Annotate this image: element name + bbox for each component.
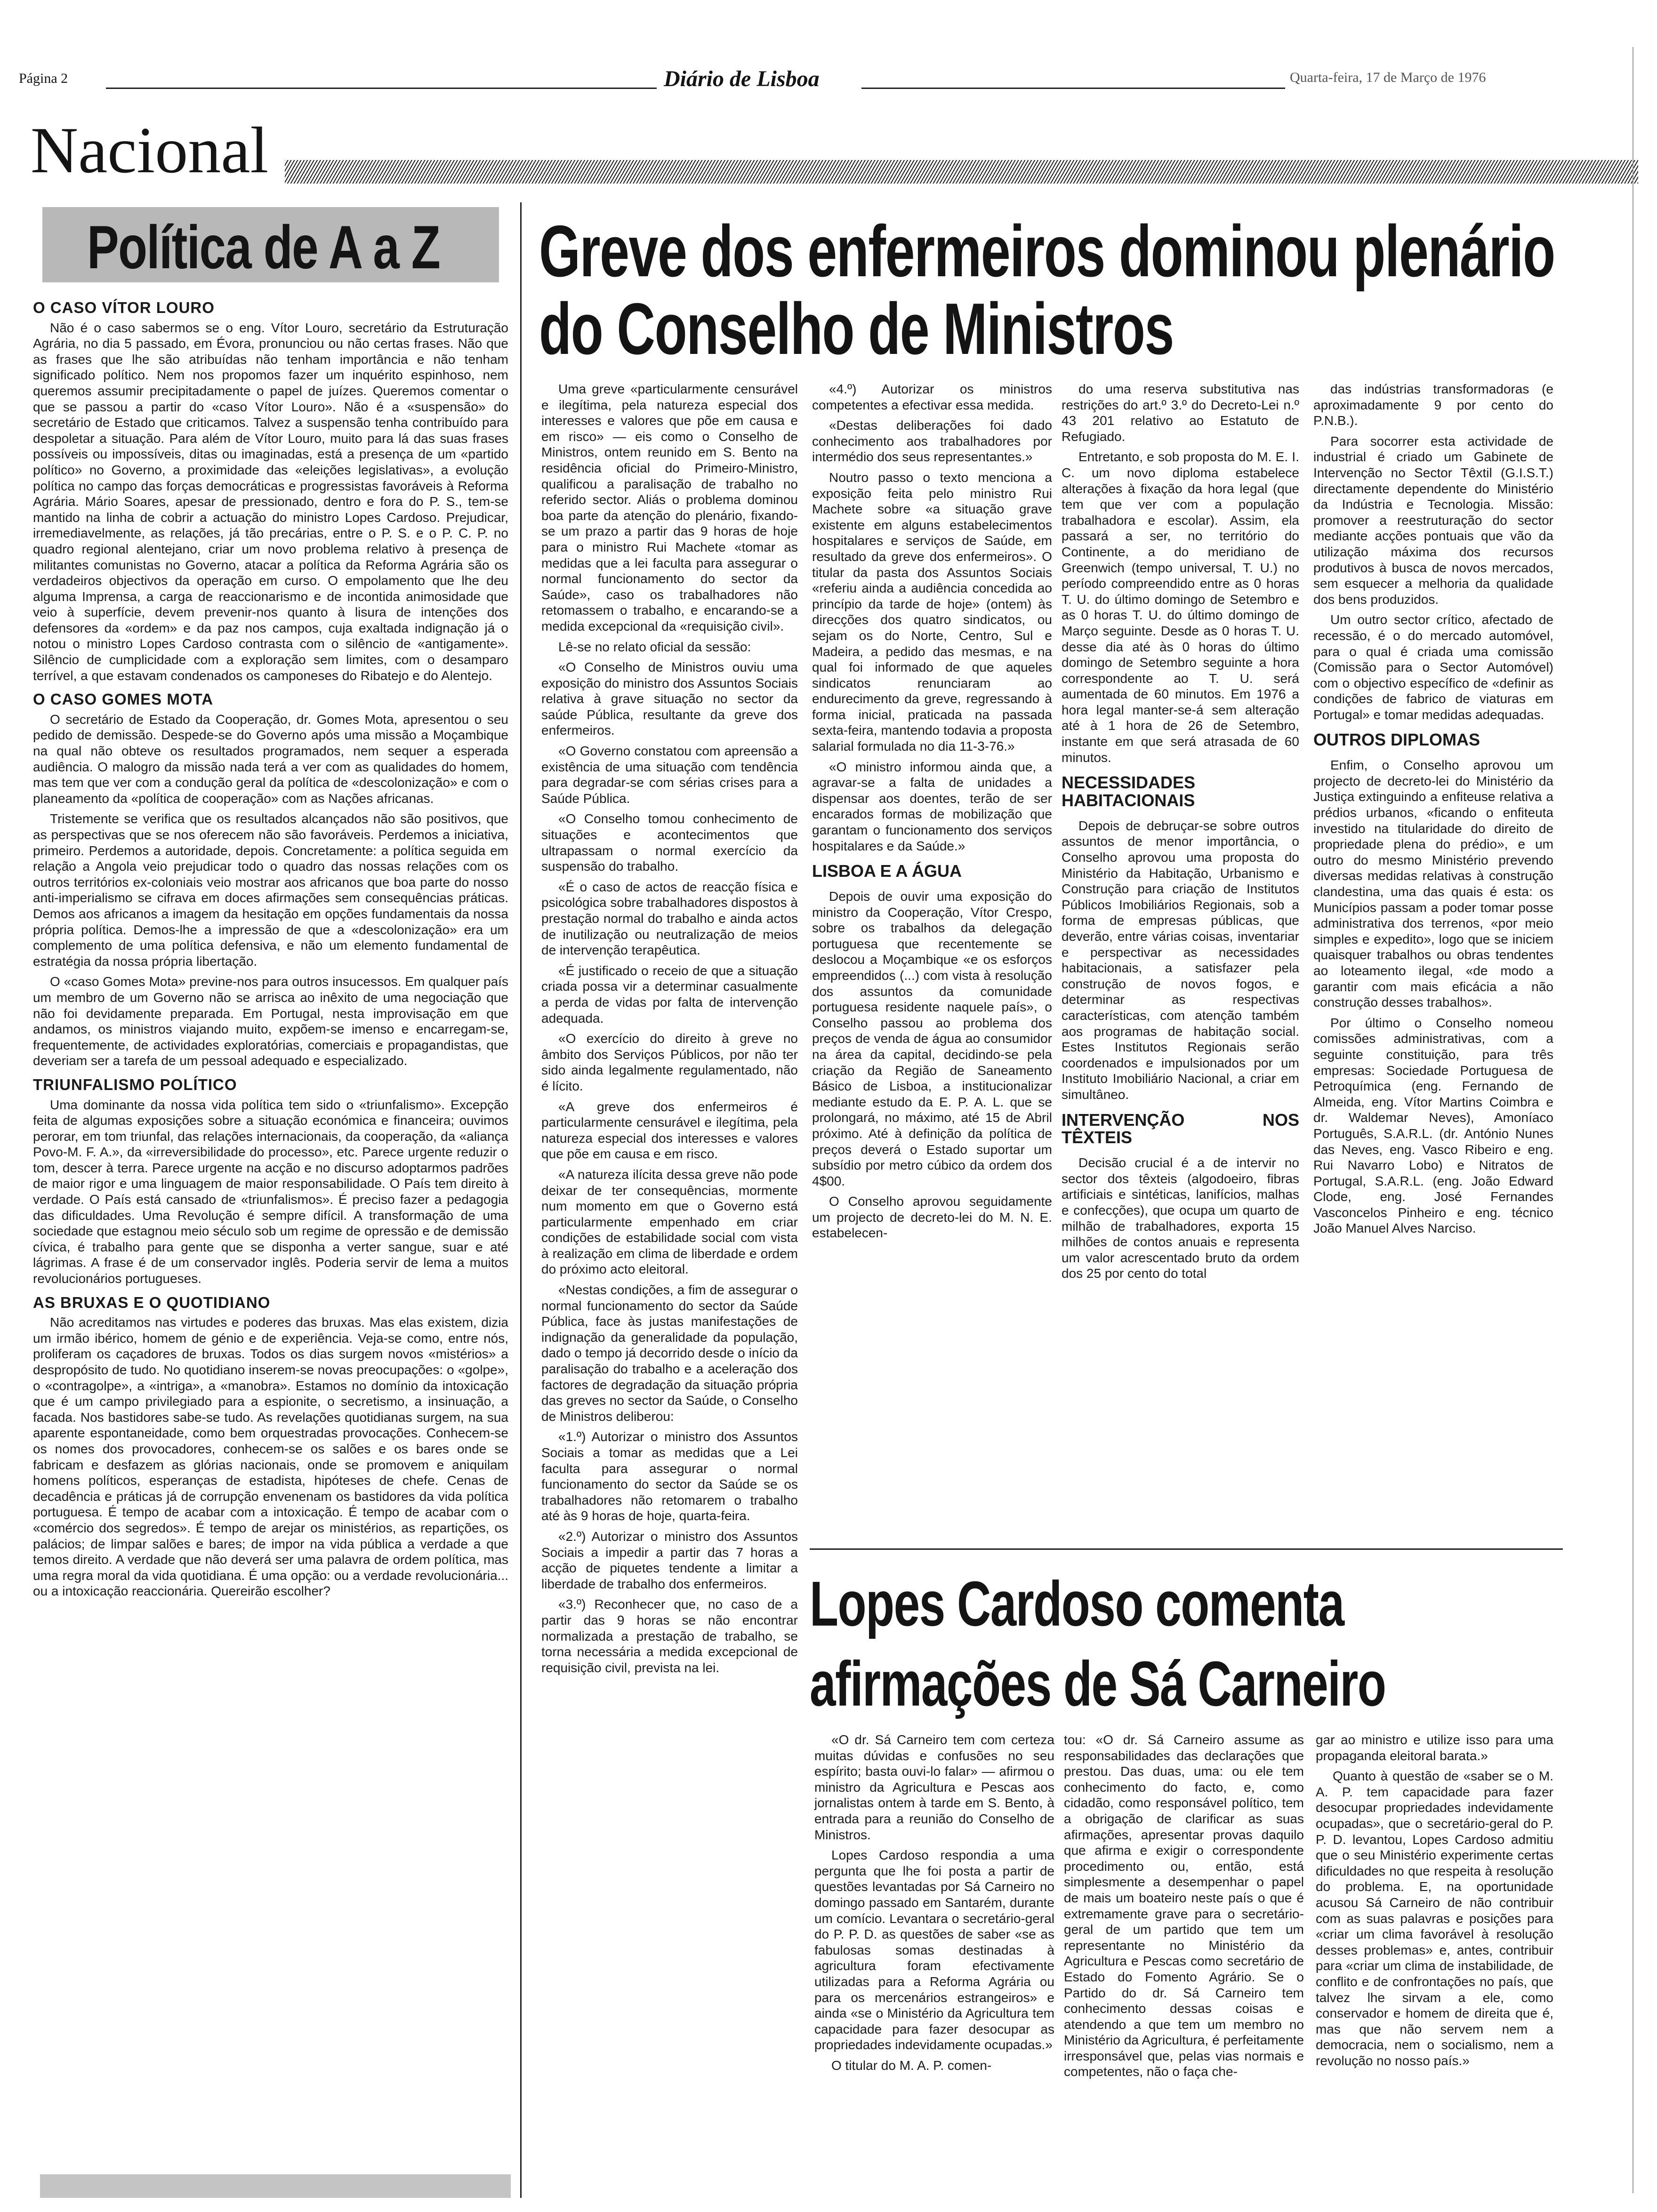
greve-c1-p10: «A natureza ilícita dessa greve não pode deixar de ter consequências, mormente num momento em que o Governo está particularmente empenhado em criar condições de estabilidade social com vista à realização em clima de liberdade e ordem do próximo acto eleitoral. [541, 1167, 798, 1277]
greve-c1-p4: «O Governo constatou com apreensão a existência de uma situação com tendência para degradar-se com sérias crises para a Saúde Pública. [541, 744, 798, 806]
cardoso-divider [810, 1548, 1563, 1550]
greve-c4-p4: Enfim, o Conselho aprovou um projecto de decreto-lei do Ministério da Justiça extinguindo a enfiteuse relativa a prédios urbanos, «ficando o enfiteuta investido na titularidade do direito de propriedade plena do prédio», e um outro do mesmo Ministério prevendo diversas medidas relativas à construção clandestina, uma das quais é esta: os Municípios passam a poder tomar posse administrativa dos terrenos, «por meio simples e expedito», logo que se iniciem quaisquer trabalhos ou obras tendentes ao loteamento ilegal, «de modo a garantir com mais eficácia a não construção desses trabalhos». [1313, 758, 1553, 1010]
habitacionais-title: NECESSIDADES HABITACIONAIS [1062, 773, 1196, 810]
greve-c1-p11: «Nestas condições, a fim de assegurar o normal funcionamento do sector da Saúde Pública, face às justas manifestações de indignação da generalidade da população, dado o tempo já decorrido desde o início da paralisação do trabalho e a aceleração dos factores de degradação da situação própria das greves no sector da Saúde, o Conselho de Ministros deliberou: [541, 1282, 798, 1424]
outros-diplomas-title: OUTROS DIPLOMAS [1313, 730, 1480, 750]
politica-title: Política de A a Z [87, 213, 440, 281]
agua-title: LISBOA E A ÁGUA [812, 861, 962, 881]
greve-c2-p5: Depois de ouvir uma exposição do ministro da Cooperação, Vítor Crespo, sobre os trabalhos da delegação portuguesa que recentemente se deslocou a Moçambique «e os esforços empreendidos (...) com vista à resolução dos assuntos da comunidade portuguesa residente naquele país», o Conselho passou ao problema dos preços de venda de água ao consumidor na área da capital, decidindo-se pela criação da Região de Saneamento Básico de Lisboa, a institucionalizar mediante estudo da E. P. A. L. que se prolongará, no máximo, até 15 de Abril próximo. Até à definição da política de preços deverá o Estado suportar um subsídio por metro cúbico da ordem dos 4$00. [812, 889, 1052, 1188]
greve-c4-p5: Por último o Conselho nomeou comissões administrativas, com a seguinte constituição, para três empresas: Sociedade Portuguesa de Petroquímica (eng. Fernando de Almeida, eng. Vítor Martins Coimbra e dr. Waldemar Neves), Amoníaco Português, S.A.R.L. (dr. António Nunes das Neves, eng. Vasco Ribeiro e eng. Rui Navarro Lobo) e Nitratos de Portugal, S.A.R.L. (eng. João Edward Clode, eng. José Fernandes Vasconcelos Pinheiro e eng. técnico João Manuel Alves Narciso. [1313, 1015, 1553, 1236]
greve-c1-p14: «3.º) Reconhecer que, no caso de a partir das 9 horas se não encontrar normalizada a prestação de trabalho, se torna necessária a medida excepcional de requisição civil, prevista na lei. [541, 1597, 798, 1675]
triunfalismo-text: Uma dominante da nossa vida política tem sido o «triunfalismo». Excepção feita de algumas exposições sobre a situação económica e financeira; ouvimos perorar, em tom triunfal, das relações internacionais, da cooperação, da «aliança Povo-M. F. A.», da «irreversibilidade do processo», etc. Parece urgente reduzir o tom, descer à terra. Parece urgente na acção e no discurso adoptarmos padrões de maior rigor e uma linguagem de maior responsabilidade. O País tem direito à verdade. O País está cansado de «triunfalismos». É preciso fazer a pedagogia das dificuldades. Uma Revolução é sempre difícil. A transformação de uma sociedade que estagnou meio século sob um regime de opressão e de demissão cívica, é trabalho para gente que se disponha a verter sangue, suar e até lágrimas. A frase é de um conservador inglês. Poderia servir de lema a muitos revolucionários portugueses. [33, 1097, 508, 1286]
politica-footer-shade [40, 2174, 511, 2198]
greve-column-1 [541, 381, 798, 1680]
caso-mota-text-1: O secretário de Estado da Cooperação, dr. Gomes Mota, apresentou o seu pedido de demissão. Despede-se do Governo após uma missão a Moçambique na qual não obteve os resultados programados, nem sequer a esperada audiência. O malogro da missão nada terá a ver com as qualidades do homem, mas tem que ver com a condução geral da política de «descolonização» e com o planeamento da «política de cooperação» com as Nações africanas. [33, 712, 508, 806]
header-rule-right [861, 88, 1285, 89]
cardoso-column-2 [1064, 1732, 1304, 2084]
greve-c1-p8: «O exercício do direito à greve no âmbito dos Serviços Públicos, por não ter sido ainda legalmente regulamentado, não é lícito. [541, 1031, 798, 1093]
cardoso-headline-line1: Lopes Cardoso comenta [810, 1568, 1344, 1639]
politica-column [33, 292, 508, 1604]
greve-c4-p3: Um outro sector crítico, afectado de recessão, é o do mercado automóvel, para o qual é criada uma comissão (Comissão para o Sector Automóvel) com o objectivo específico de «definir as condições de fabrico de viaturas em Portugal» e tomar medidas adequadas. [1313, 612, 1553, 722]
greve-c3-p4: Decisão crucial é a de intervir no sector dos têxteis (algodoeiro, fibras artificiais e sintéticas, lanifícios, malhas e confecções), que ocupa um quarto de milhão de trabalhadores, exporta 15 milhões de contos anuais e representa um valor acrescentado bruto da ordem dos 25 por cento do total [1062, 1155, 1299, 1281]
greve-column-2 [812, 381, 1052, 1246]
greve-c3-p3: Depois de debruçar-se sobre outros assuntos de menor importância, o Conselho aprovou uma proposta do Ministério da Habitação, Urbanismo e Construção para criação de Institutos Públicos Imobiliários Regionais, sob a forma de empresas públicas, que deverão, entre várias coisas, inventariar e perspectivar as necessidades habitacionais, a satisfazer pela construção de novos fogos, e determinar as respectivas características, com atenção também aos programas de habitação social. Estes Institutos Regionais serão coordenados e impulsionados por um Instituto Imobiliário Nacional, a criar em simultâneo. [1062, 818, 1299, 1102]
cardoso-column-3 [1316, 1732, 1553, 2073]
cardoso-headline-line2: afirmações de Sá Carneiro [810, 1648, 1386, 1719]
page-number: Página 2 [19, 71, 68, 86]
section-title: Nacional [31, 114, 269, 187]
section-title-hatch [285, 160, 1638, 184]
greve-c2-p4: «O ministro informou ainda que, a agravar-se a falta de unidades a dispensar aos doentes, terão de ser encarados formas de mobilização que garantam o funcionamento dos serviços hospitalares e da Saúde.» [812, 759, 1052, 853]
caso-mota-text-2: Tristemente se verifica que os resultados alcançados não são positivos, que as perspectivas que se nos oferecem não são favoráveis. Perdemos a iniciativa, primeiro. Perdemos a autoridade, depois. Concretamente: a política seguida em relação a Angola veio prejudicar todo o quadro das nossas relações com os outros territórios ex-coloniais veio mostrar aos africanos que boa parte do nosso anti-imperialismo se cifrava em doces afirmações sem consequências práticas. Demos aos africanos a imagem da hesitação em opções fundamentais da nossa própria política. Demos-lhe a impressão de que a «descolonização» era um complemento de uma política defensiva, e não um elemento fundamental de estratégia da nossa própria libertação. [33, 811, 508, 969]
greve-c4-p1: das indústrias transformadoras (e aproximadamente 9 por cento do P.N.B.). [1313, 382, 1553, 428]
greve-c3-p2: Entretanto, e sob proposta do M. E. I. C. um novo diploma estabelece alterações à fixação da hora legal (que tem que ver com a população trabalhadora e escolar). Assim, ela passará a ser, no território do Continente, a do meridiano de Greenwich (tempo universal, T. U.) no período compreendido entre as 0 horas T. U. do último domingo de Setembro e as 0 horas T. U. do último domingo de Março seguinte. Desde as 0 horas T. U. desse dia até às 0 horas do último domingo de Setembro seguinte a hora correspondente ao T. U. será aumentada de 60 minutos. Em 1976 a hora legal manter-se-á sem alteração até à 1 hora de 26 de Setembro, instante em que será atrasada de 60 minutos. [1062, 449, 1299, 765]
greve-c2-p6: O Conselho aprovou seguidamente um projecto de decreto-lei do M. N. E. estabelecen- [812, 1194, 1052, 1241]
greve-headline-line1: Greve dos enfermeiros dominou plenário [539, 210, 1555, 292]
bruxas-title: AS BRUXAS E O QUOTIDIANO [33, 1293, 271, 1311]
cardoso-c2-p1: tou: «O dr. Sá Carneiro assume as responsabilidades das declarações que prestou. Das duas, uma: ou ele tem conhecimento do facto, e, como cidadão, como responsável político, tem a obrigação de clarificar as suas afirmações, apresentar provas daquilo que afirma e exigir o correspondente procedimento ou, então, está simplesmente a desempenhar o papel de mais um boateiro neste país o que é extremamente grave para o secretário-geral de um partido que tem um representante no Ministério da Agricultura e Pescas como secretário de Estado do Fomento Agrário. Se o Partido do dr. Sá Carneiro tem conhecimento dessas coisas e atendendo a que tem um membro no Ministério da Agricultura, é perfeitamente irresponsável que, pelas vias normais e competentes, não o faça che- [1064, 1732, 1304, 2079]
greve-column-3 [1062, 381, 1299, 1286]
cardoso-c1-p2: Lopes Cardoso respondia a uma pergunta que lhe foi posta a partir de questões levantadas por Sá Carneiro no domingo passado em Santarém, durante um comício. Levantara o secretário-geral do P. P. D. as questões de saber «se as fabulosas somas destinadas à agricultura foram efectivamente utilizadas para a Reforma Agrária ou para os mercenários estrangeiros» e ainda «se o Ministério da Agricultura tem capacidade para fazer desocupar as propriedades indevidamente ocupadas.» [814, 1848, 1054, 2052]
column-divider [520, 202, 522, 2198]
greve-c2-p3: Noutro passo o texto menciona a exposição feita pelo ministro Rui Machete sobre «a situação grave existente em alguns estabelecimentos hospitalares e serviços de Saúde, em resultado da greve dos enfermeiros». O titular da pasta dos Assuntos Sociais «referiu ainda a audiência concedida ao princípio da tarde de hoje» (ontem) às direcções dos quatro sindicatos, ou sejam os do Norte, Centro, Sul e Madeira, a pedido das mesmas, e na qual foi informado de que aqueles sindicatos renunciaram ao endurecimento da greve, regressando à forma inicial, praticada na passada sexta-feira, mantendo todavia a proposta salarial formulada no dia 11-3-76.» [812, 470, 1052, 754]
greve-c1-p7: «É justificado o receio de que a situação criada possa vir a determinar casualmente a perda de vidas por falta de intervenção adequada. [541, 963, 798, 1026]
greve-headline-line2: do Conselho de Ministros [539, 288, 1174, 369]
greve-c1-p9: «A greve dos enfermeiros é particularmente censurável e ilegítima, pela natureza especial dos interesses e valores que põe em causa e em risco. [541, 1099, 798, 1162]
greve-c2-p2: «Destas deliberações foi dado conhecimento aos trabalhadores por intermédio dos seus representantes.» [812, 418, 1052, 465]
cardoso-c3-p1: gar ao ministro e utilize isso para uma propaganda eleitoral barata.» [1316, 1732, 1553, 1763]
greve-column-4 [1313, 381, 1553, 1241]
masthead: Diário de Lisboa [664, 66, 820, 91]
greve-c1-p12: «1.º) Autorizar o ministro dos Assuntos Sociais a tomar as medidas que a Lei faculta para assegurar o normal funcionamento do sector da Saúde se os trabalhadores não retomarem o trabalho até às 9 horas de hoje, quarta-feira. [541, 1429, 798, 1523]
caso-louro-text: Não é o caso sabermos se o eng. Vítor Louro, secretário da Estruturação Agrária, no dia 5 passado, em Évora, pronunciou ou não certas frases. Não que as frases que lhe são atribuídas não tenham importância e não tenham significado político. Nem nos propomos fazer um inquérito espinhoso, nem queremos assumir precipitadamente o papel de juízes. Queremos comentar o que se passou a partir do «caso Vítor Louro». Não é a «suspensão» do secretário de Estado que criticamos. Talvez a suspensão tenha contribuído para despoletar a situação. Para além de Vítor Louro, muito para lá das suas frases possíveis ou impossíveis, ditas ou imaginadas, está a presença de um «partido político» no Governo, a proximidade das «eleições legislativas», a evolução política no campo das forças democráticas e progressistas favoráveis à Reforma Agrária. Mário Soares, apesar de pressionado, dentro e fora do P. S., tem-se mantido na linha de cobrir a actuação do ministro Lopes Cardoso. Prejudicar, irremediavelmente, as relações, já tão precárias, entre o P. S. e o P. C. P. no quadro regional alentejano, criar um novo problema relativo à presença de militantes comunistas no Governo, atacar a política da Reforma Agrária são os verdadeiros objectivos da operação em curso. O empolamento que lhe deu alguma Imprensa, a carga de reaccionarismo e de incontida animosidade que veio à superfície, devem prevenir-nos quanto à lisura de intenções dos defensores da «ordem» e da paz nos campos, cuja exaltada indignação já o notou o ministro Lopes Cardoso contrasta com o silêncio de «antigamente». Silêncio de cumplicidade com a exploração sem limites, com o desamparo terrível, a que estavam condenados os camponeses do Ribatejo e do Alentejo. [33, 320, 508, 683]
caso-louro-title: O CASO VÍTOR LOURO [33, 299, 215, 316]
greve-c2-p1: «4.º) Autorizar os ministros competentes a efectivar essa medida. [812, 382, 1052, 412]
caso-mota-title: O CASO GOMES MOTA [33, 690, 214, 708]
cardoso-c1-p3: O titular do M. A. P. comen- [831, 2058, 992, 2073]
greve-c3-p1: do uma reserva substitutiva nas restrições do art.º 3.º do Decreto-Lei n.º 43 201 relativo ao Estatuto de Refugiado. [1062, 382, 1299, 444]
caso-mota-text-3: O «caso Gomes Mota» previne-nos para outros insucessos. Em qualquer país um membro de um Governo não se arrisca ao inêxito de uma negociação que não foi devidamente preparada. Em Portugal, nesta improvisação em que andamos, os ministros viajando muito, expõem-se imenso e encarregam-se, frequentemente, de actividades exploratórias, comerciais e propagandistas, que deveriam ser a tarefa de um pessoal adequado e especializado. [33, 974, 508, 1068]
greve-c1-p1: Uma greve «particularmente censurável e ilegítima, pela natureza especial dos interesses e valores que põe em causa e em risco» — eis como o Conselho de Ministros, ontem reunido em S. Bento na residência oficial do Primeiro-Ministro, qualificou a paralisação de trabalho no referido sector. Aliás o problema dominou boa parte da atenção do plenário, fixando-se um prazo a partir das 9 horas de hoje para o ministro Rui Machete «tomar as medidas que a lei faculta para assegurar o normal funcionamento do sector da Saúde», caso os trabalhadores não retomassem o trabalho, e encarando-se a medida excepcional da «requisição civil». [541, 382, 798, 633]
cardoso-c3-p2: Quanto à questão de «saber se o M. A. P. tem capacidade para fazer desocupar propriedades indevidamente ocupadas», que o secretário-geral do P. P. D. levantou, Lopes Cardoso admitiu que o seu Ministério experimente certas dificuldades no que respeita à resolução do problema. E, na oportunidade acusou Sá Carneiro de não contribuir com as suas palavras e posições para «criar um clima favorável à resolução desses problemas» e, antes, contribuir para «criar um clima de instabilidade, de conflito e de confrontações no país, que talvez lhe sirvam a ele, como conservador e homem de direita que é, mas que não servem nem a democracia, nem o socialismo, nem a revolução no nosso país.» [1316, 1769, 1553, 2068]
greve-c1-p13: «2.º) Autorizar o ministro dos Assuntos Sociais a impedir a partir das 7 horas a acção de piquetes tendente a limitar a liberdade de trabalho dos enfermeiros. [541, 1529, 798, 1591]
cardoso-column-1 [814, 1732, 1054, 2078]
greve-c1-p2: Lê-se no relato oficial da sessão: [558, 639, 751, 654]
greve-c1-p6: «É o caso de actos de reacção física e psicológica sobre trabalhadores dispostos à prestação normal do trabalho e ainda actos de inutilização ou neutralização de meios de intervenção terapêutica. [541, 879, 798, 958]
texteis-title: INTERVENÇÃO NOS TÊXTEIS [1062, 1110, 1299, 1147]
triunfalismo-title: TRIUNFALISMO POLÍTICO [33, 1075, 237, 1093]
greve-c4-p2: Para socorrer esta actividade de industrial é criado um Gabinete de Intervenção no Sector Têxtil (G.I.S.T.) directamente dependente do Ministério da Indústria e Tecnologia. Missão: promover a reestruturação do sector mediante acções pontuais que vão da utilização máxima dos recursos produtivos à busca de novos mercados, sem esquecer a melhoria da qualidade dos bens produzidos. [1313, 433, 1553, 607]
greve-c1-p5: «O Conselho tomou conhecimento de situações e acontecimentos que ultrapassam o normal exercício da suspensão do trabalho. [541, 811, 798, 874]
greve-c1-p3: «O Conselho de Ministros ouviu uma exposição do ministro dos Assuntos Sociais relativa à grave situação no sector da saúde Pública, resultante da greve dos enfermeiros. [541, 660, 798, 738]
issue-date: Quarta-feira, 17 de Março de 1976 [1290, 70, 1486, 85]
bruxas-text: Não acreditamos nas virtudes e poderes das bruxas. Mas elas existem, dizia um irmão ibérico, homem de génio e de experiência. Veja-se como, entre nós, proliferam os caçadores de bruxas. Todos os dias surgem novos «mistérios» a despropósito de tudo. No quotidiano inserem-se novas preocupações: o «golpe», o «contragolpe», a «intriga», a «manobra». Estamos no domínio da intoxicação que é um campo privilegiado para a espionite, o secretismo, a insinuação, a facada. Nos bastidores sabe-se tudo. As revelações quotidianas surgem, na sua aparente espontaneidade, como bem orquestradas provocações. Conhecem-se os nomes dos provocadores, conhecem-se os salões e os bares onde se fabricam e desfazem as glórias nacionais, onde se promovem e aniquilam homens políticos, esperanças de estadista, hipóteses de chefe. Cenas de decadência e práticas já de corrupção envenenam os bastidores da vida política portuguesa. É tempo de acabar com a intoxicação. É tempo de acabar com o «comércio dos segredos». É tempo de arejar os ministérios, as repartições, os palácios; de limpar salões e bares; de impor na vida pública a verdade a que temos direito. A verdade que não deverá ser uma palavra de ordem política, mas uma regra moral da vida quotidiana. É uma opção: ou a verdade revolucionária... ou a intoxicação reaccionária. Quereirão escolher? [33, 1315, 508, 1599]
cardoso-c1-p1: «O dr. Sá Carneiro tem com certeza muitas dúvidas e confusões no seu espírito; basta ouvi-lo falar» — afirmou o ministro da Agricultura e Pescas aos jornalistas ontem à tarde em S. Bento, à entrada para a reunião do Conselho de Ministros. [814, 1732, 1054, 1842]
header-rule-left [106, 88, 657, 89]
